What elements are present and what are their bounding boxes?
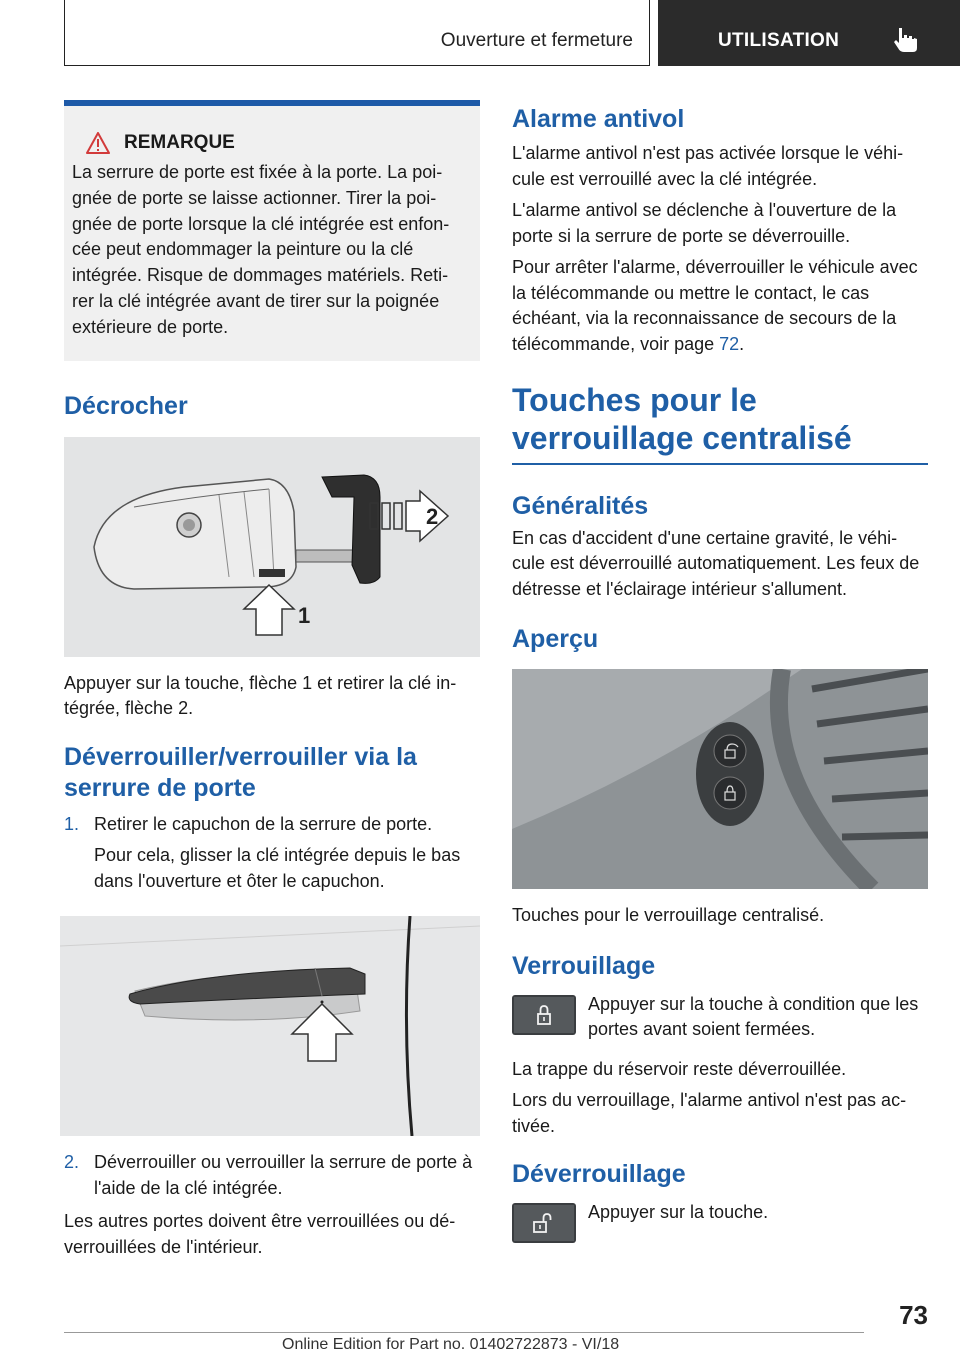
verrouillage-text-2: Lors du verrouillage, l'alarme antivol n'est pas ac-tivée. bbox=[512, 1090, 907, 1136]
arrow-label-2: 2 bbox=[426, 503, 439, 529]
step-1 bbox=[64, 812, 480, 895]
section-title: Ouverture et fermeture bbox=[440, 30, 633, 51]
heading-deverrouillage: Déverrouillage bbox=[512, 1160, 686, 1188]
alarme-text-1: L'alarme antivol n'est pas activée lorsque le véhi-cule est verrouillé avec la clé intégrée. bbox=[512, 143, 904, 189]
alarme-text-3-end: . bbox=[739, 333, 745, 354]
steps-list bbox=[64, 812, 480, 895]
door-handle-figure bbox=[60, 916, 480, 1136]
lock-button-row bbox=[512, 992, 928, 1043]
steps-list-continued bbox=[64, 1150, 480, 1201]
verrouillage-text-1: La trappe du réservoir reste déverrouillée. bbox=[512, 1058, 847, 1079]
heading-generalites: Généralités bbox=[512, 491, 649, 520]
step-text: Retirer le capuchon de la serrure de porte. bbox=[94, 813, 433, 834]
lock-buttons-illustration bbox=[512, 669, 928, 889]
unlock-button-row bbox=[512, 1200, 928, 1243]
decrocher-caption: Appuyer sur la touche, flèche 1 et retirer la clé in-tégrée, flèche 2. bbox=[64, 672, 457, 719]
generalites-text: En cas d'accident d'une certaine gravité, le véhi-cule est déverrouillé automatiquement. Les feux de détresse et l'éclairage intérieur s'allument. bbox=[512, 527, 920, 599]
left-column bbox=[64, 100, 480, 1270]
heading-decrocher: Décrocher bbox=[64, 391, 188, 420]
step-number: 1. bbox=[64, 813, 80, 834]
page-header bbox=[0, 0, 960, 66]
lock-buttons-figure bbox=[512, 669, 928, 889]
step-text: Déverrouiller ou verrouiller la serrure de porte à l'aide de la clé intégrée. bbox=[94, 1152, 473, 1198]
warning-text: La serrure de porte est fixée à la porte. La poi-gnée de porte se laisse actionner. Tirer la poi-gnée de porte lorsque la clé intégrée est enfon-cée peut endommager la peinture ou la clé intégrée. Risque de dommages matériels. Reti-rer la clé intégrée avant de tirer sur la poignée extérieure de porte. bbox=[72, 162, 450, 337]
alarme-text-2: L'alarme antivol se déclenche à l'ouverture de la porte si la serrure de porte se déverrouille. bbox=[512, 200, 897, 246]
step-number: 2. bbox=[64, 1152, 80, 1173]
heading-touches-verrouillage: Touches pour le verrouillage centralisé bbox=[512, 382, 852, 456]
chapter-tab[interactable] bbox=[658, 0, 960, 66]
footer-rule bbox=[64, 1332, 864, 1333]
heading-verrouillage: Verrouillage bbox=[512, 951, 656, 980]
warning-box bbox=[64, 100, 480, 361]
alarme-text-3-body: Pour arrêter l'alarme, déverrouiller le véhicule avec la télécommande ou mettre le contact, le cas échéant, via la reconnaissance de secours de la télécommande, voir page bbox=[512, 257, 918, 354]
step-subtext: Pour cela, glisser la clé intégrée depuis le bas dans l'ouverture et ôter le capuchon. bbox=[94, 845, 461, 891]
warning-title: REMARQUE bbox=[124, 132, 235, 153]
key-figure bbox=[64, 437, 480, 657]
section-rule bbox=[512, 463, 928, 465]
alarme-text-3 bbox=[512, 255, 928, 357]
lock-closed-icon bbox=[512, 995, 576, 1035]
section-header-box bbox=[64, 0, 650, 66]
right-column bbox=[512, 100, 928, 1243]
footer-edition: Online Edition for Part no. 01402722873 - VI/18 bbox=[282, 1336, 620, 1353]
pointing-hand-icon bbox=[890, 26, 920, 54]
chapter-title: UTILISATION bbox=[718, 30, 840, 51]
page-number: 73 bbox=[899, 1300, 928, 1330]
door-handle-illustration bbox=[60, 916, 480, 1136]
key-illustration bbox=[64, 437, 480, 657]
step-2 bbox=[64, 1150, 480, 1201]
unlock-button-text: Appuyer sur la touche. bbox=[588, 1202, 769, 1222]
other-doors-text: Les autres portes doivent être verrouillées ou dé-verrouillées de l'intérieur. bbox=[64, 1211, 456, 1257]
arrow-label-1: 1 bbox=[298, 602, 311, 628]
page-reference-link[interactable]: 72 bbox=[719, 333, 740, 354]
lock-button-text: Appuyer sur la touche à condition que les portes avant soient fermées. bbox=[588, 993, 919, 1039]
lock-open-icon bbox=[512, 1203, 576, 1243]
warning-triangle-icon bbox=[86, 132, 110, 154]
heading-alarme-antivol: Alarme antivol bbox=[512, 105, 685, 133]
heading-apercu: Aperçu bbox=[512, 625, 599, 653]
heading-deverrouiller-verrouiller: Déverrouiller/verrouiller via la serrure de porte bbox=[64, 742, 417, 802]
apercu-caption: Touches pour le verrouillage centralisé. bbox=[512, 905, 825, 925]
